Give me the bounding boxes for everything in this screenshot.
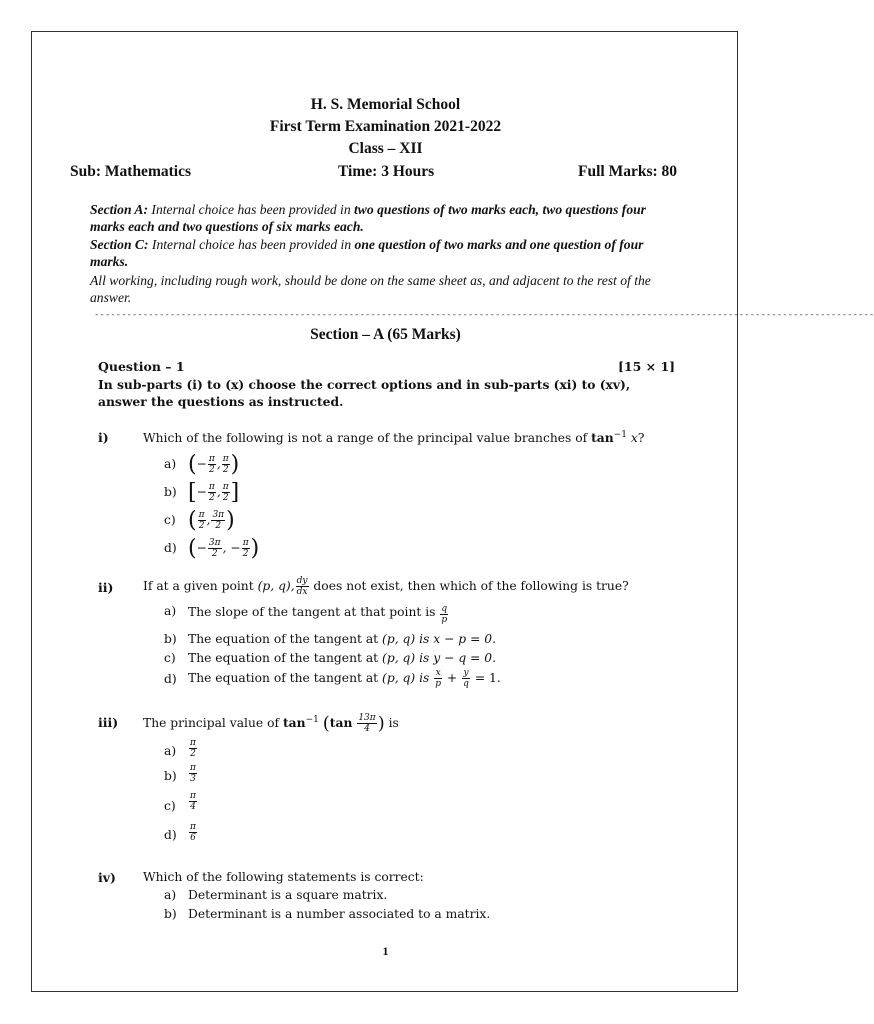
q-ii-letter-c: c) [164, 651, 176, 665]
q-i-stem: Which of the following is not a range of the principal value branches of [143, 431, 592, 446]
section-c-note [90, 236, 682, 270]
q-ii-number: ii) [98, 580, 114, 595]
section-c-note-label: Section C: [90, 237, 149, 252]
q-iii-number: iii) [98, 715, 119, 730]
q-ii-opt-c-math: (p, q) is y − q = 0 [382, 651, 493, 665]
q-iv-opt-a-text: Determinant is a square matrix. [188, 888, 388, 902]
q-i-math-d: (− $\frac{3\pi}{2}$ , − $\frac{\pi}{2}$ ) [188, 536, 260, 561]
q-i-letter-d: d) [164, 541, 177, 555]
q-i-var: x [630, 431, 638, 446]
q-i-math-a: (− $\frac{\pi}{2}$ , $\frac{\pi}{2}$ ) [188, 452, 240, 477]
q-i-letter-a: a) [164, 457, 177, 471]
q-ii-letter-b: b) [164, 632, 177, 646]
q-ii-opt-b-math: (p, q) is x − p = 0 [382, 632, 493, 646]
q-ii-stem-a: If at a given point [143, 579, 258, 593]
full-marks-label: Full Marks: 80 [578, 163, 678, 180]
q-ii-opt-b-text: The equation of the tangent at [188, 632, 383, 646]
q-iii-text: The principal value of $\tan^{-1} (\tan$ $\frac{13\pi}{4}$ ) is [143, 713, 399, 734]
working-note: All working, including rough work, should be done on the same sheet as, and adjacent to the rest of the answer. [90, 273, 651, 305]
school-name: H. S. Memorial School [310, 96, 461, 113]
question-1-instruction: In sub-parts (i) to (x) choose the correct options and in sub-parts (xi) to (xv), answer the questions as instructed. [98, 377, 631, 409]
q-i-end: ? [637, 431, 645, 446]
section-c-note-text: Internal choice has been provided in [148, 237, 355, 252]
q-iii-stem: The principal value of [143, 716, 283, 730]
q-i-func: tan [591, 430, 614, 446]
q-i-number: i) [98, 430, 109, 445]
q-iii-end: is [384, 716, 399, 730]
q-iv-text: Which of the following statements is correct: [143, 870, 424, 884]
q-iv-number: iv) [98, 870, 116, 885]
q-ii-letter-a: a) [164, 604, 177, 618]
q-iv-letter-a: a) [164, 888, 177, 902]
section-a-note-bold: two questions of two marks each, two questions four marks each and two questions of six marks each. [90, 202, 646, 234]
q-i-sup: −1 [613, 430, 627, 440]
q-ii-text: If at a given point (p, q), $\frac{dy}{dx}$ does not exist, then which of the following is true? [143, 576, 629, 597]
time-label: Time: 3 Hours [338, 163, 435, 180]
section-c-note-bold: one question of two marks and one question of four marks. [90, 237, 644, 269]
question-1-label: Question – 1 [98, 359, 185, 374]
q-ii-opt-d-text: The equation of the tangent at [188, 671, 383, 685]
divider-dashes: ------------------------------------------------------------------------------------------------------------------------------------------------ [94, 310, 874, 320]
q-iii-letter-a: a) [164, 744, 177, 758]
q-i-math-c: ( $\frac{\pi}{2}$ , $\frac{3\pi}{2}$ ) [188, 508, 235, 533]
q-iv-opt-b-text: Determinant is a number associated to a matrix. [188, 907, 491, 921]
section-a-note [90, 201, 682, 235]
subject-label: Sub: Mathematics [70, 163, 191, 180]
q-iii-letter-b: b) [164, 769, 177, 783]
exam-page: H. S. Memorial School First Term Examination 2021-2022 Class – XII Sub: Mathematics Time: 3 Hours Full Marks: 80 Section A: Internal choice has been provided in two questions of two marks each, two questions four marks each and two questions of six marks each. Section C: Internal choice has been provided in one question of two marks and one question of four marks. All working, including rough work, should be done on the same sheet as, and adjacent to the rest of the answer. ------------------------------------------------------------------------------------------------------------------------------------------------ Section – A (65 Marks) Question – 1 [15 × 1] In sub-parts (i) to (x) choose the correct options and in sub-parts (xi) to (xv), answer the questions as instructed. i) Which of the following is not a range of the principal value branches of $\tan^{-1} x$? a) (− $\frac{\pi}{2}$ , $\frac{\pi}{2}$ ) b) [− $\frac{\pi}{2}$ , $\frac{\pi}{2}$ ] c) ( $\frac{\pi}{2}$ , $\frac{3\pi}{2}$ ) d) (− $\frac{3\pi}{2}$ , − $\frac{\pi}{2}$ ) ii) If at a given point (p, q), $\frac{dy}{dx}$ does not exist, then which of the following is true? a) The slope of the tangent at that point is $\frac{q}{p}$ b) The equation of the tangent at (p, q) is x − p = 0. c) The equation of the tangent at (p, q) is y − q = 0. d) The equation of the tangent at (p, q) is $\frac{x}{p}$ + $\frac{y}{q}$ = 1. iii) The principal value of $\tan^{-1} (\tan$ $\frac{13\pi}{4}$ ) is a) $\frac{\pi}{2}$ b) $\frac{\pi}{3}$ c) $\frac{\pi}{4}$ d) $\frac{\pi}{6}$ iv) Which of the following statements is correct: a) Determinant is a square matrix. b) Determinant is a number associated to a matrix. 1 [31, 31, 738, 992]
q-ii-stem-b: does not exist, then which of the following is true? [309, 579, 629, 593]
q-ii-opt-a-text: The slope of the tangent at that point is [188, 605, 440, 619]
q-i-text [143, 430, 644, 445]
q-ii-opt-d-math: (p, q) is [382, 671, 434, 685]
q-iii-letter-d: d) [164, 828, 177, 842]
q-i-letter-b: b) [164, 485, 177, 499]
q-iv-letter-b: b) [164, 907, 177, 921]
q-i-math-b: [− $\frac{\pi}{2}$ , $\frac{\pi}{2}$ ] [188, 480, 240, 505]
q-i-letter-c: c) [164, 513, 176, 527]
exam-title: First Term Examination 2021-2022 [269, 118, 502, 135]
question-1-marks: [15 × 1] [618, 359, 676, 374]
q-iii-letter-c: c) [164, 799, 176, 813]
section-a-note-label: Section A: [90, 202, 149, 217]
q-ii-opt-c-text: The equation of the tangent at [188, 651, 383, 665]
section-a-note-text: Internal choice has been provided in [148, 202, 355, 217]
page-number: 1 [382, 944, 389, 958]
q-ii-letter-d: d) [164, 672, 177, 686]
class-label: Class – XII [348, 140, 423, 157]
section-title: Section – A (65 Marks) [310, 326, 461, 343]
q-ii-point: (p, q), [257, 579, 295, 593]
